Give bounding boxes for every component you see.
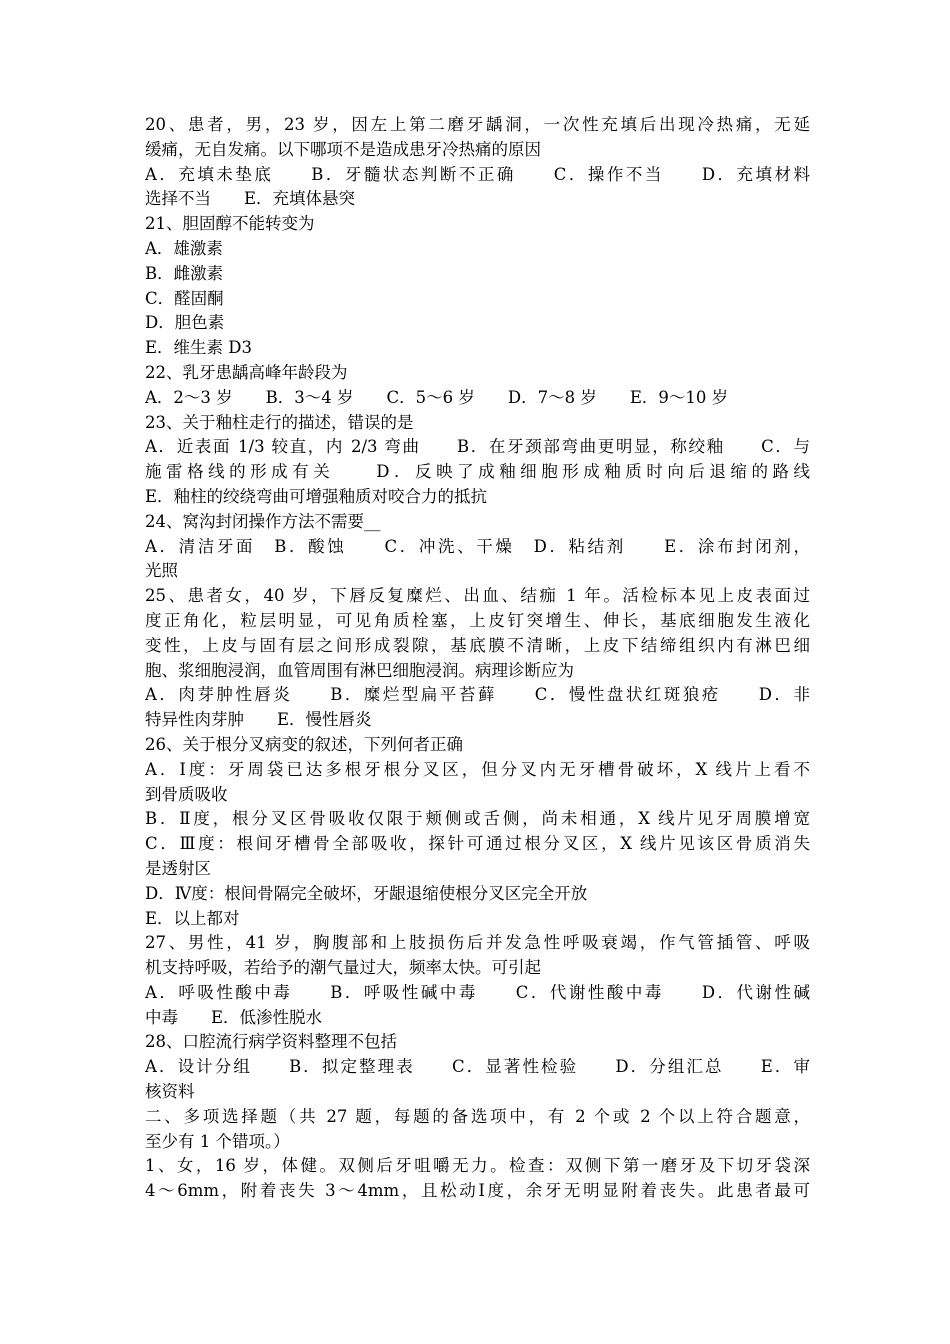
text-line: 25、患者女，40 岁，下唇反复糜烂、出血、结痂 1 年。活检标本见上皮表面过 <box>145 586 810 606</box>
text-line: 4～6mm，附着丧失 3～4mm，且松动Ⅰ度，余牙无明显附着丧失。此患者最可 <box>145 1181 810 1201</box>
text-line: D．Ⅳ度：根间骨隔完全破坏，牙龈退缩使根分叉区完全开放 <box>145 883 588 903</box>
text-line: A．2～3 岁 B．3～4 岁 C．5～6 岁 D．7～8 岁 E．9～10 岁 <box>145 387 729 407</box>
text-line: A．Ⅰ度：牙周袋已达多根牙根分叉区，但分叉内无牙槽骨破坏，X 线片上看不 <box>145 759 810 779</box>
text-line: B．Ⅱ度，根分叉区骨吸收仅限于颊侧或舌侧，尚未相通，X 线片见牙周膜增宽 <box>145 809 810 829</box>
text-line: 24、窝沟封闭操作方法不需要__ <box>145 511 381 531</box>
text-line: 特异性肉芽肿 E．慢性唇炎 <box>145 710 372 730</box>
text-line: A．充填未垫底 B．牙髓状态判断不正确 C．操作不当 D．充填材料 <box>145 164 810 184</box>
text-line: C．Ⅲ度：根间牙槽骨全部吸收，探针可通过根分叉区，X 线片见该区骨质消失 <box>145 834 810 854</box>
text-line: 28、口腔流行病学资料整理不包括 <box>145 1032 397 1052</box>
text-line: 23、关于釉柱走行的描述，错误的是 <box>145 412 414 432</box>
text-line: 26、关于根分叉病变的叙述，下列何者正确 <box>145 734 463 754</box>
text-line: A．清洁牙面 B．酸蚀 C．冲洗、干燥 D．粘结剂 E．涂布封闭剂， <box>145 536 810 556</box>
text-line: 选择不当 E．充填体悬突 <box>145 189 356 209</box>
text-line: 21、胆固醇不能转变为 <box>145 214 315 234</box>
text-line: 是透射区 <box>145 858 211 878</box>
text-line: 度正角化，粒层明显，可见角质栓塞，上皮钉突增生、伸长，基底细胞发生液化 <box>145 610 810 630</box>
text-line: 至少有 1 个错项。） <box>145 1131 290 1151</box>
document-page <box>145 113 810 1204</box>
text-line: 机支持呼吸，若给予的潮气量过大，频率太快。可引起 <box>145 958 541 978</box>
text-line: A．呼吸性酸中毒 B．呼吸性碱中毒 C．代谢性酸中毒 D．代谢性碱 <box>145 982 810 1002</box>
text-line: 20、患者，男，23 岁，因左上第二磨牙龋洞，一次性充填后出现冷热痛，无延 <box>145 115 810 134</box>
text-line: B．雌激素 <box>145 263 224 283</box>
text-line: 胞、浆细胞浸润，血管周围有淋巴细胞浸润。病理诊断应为 <box>145 660 574 680</box>
text-line: 缓痛，无自发痛。以下哪项不是造成患牙冷热痛的原因 <box>145 139 541 159</box>
text-line: A．肉芽肿性唇炎 B．糜烂型扁平苔藓 C．慢性盘状红斑狼疮 D．非 <box>145 685 810 705</box>
text-line: E．维生素 D3 <box>145 338 253 358</box>
text-line: 变性，上皮与固有层之间形成裂隙，基底膜不清晰，上皮下结缔组织内有淋巴细 <box>145 635 810 655</box>
text-line: 中毒 E．低渗性脱水 <box>145 1007 323 1027</box>
text-line: D．胆色素 <box>145 313 225 333</box>
text-line: 到骨质吸收 <box>145 784 228 804</box>
text-line: 施雷格线的形成有关 D．反映了成釉细胞形成釉质时向后退缩的路线 <box>145 462 810 482</box>
text-line: 核资料 <box>145 1082 195 1102</box>
text-line: E．以上都对 <box>145 908 240 928</box>
text-line: 22、乳牙患龋高峰年龄段为 <box>145 362 348 382</box>
text-line: 二、多项选择题（共 27 题，每题的备选项中，有 2 个或 2 个以上符合题意， <box>145 1106 810 1126</box>
text-line: 27、男性，41 岁，胸腹部和上肢损伤后并发急性呼吸衰竭，作气管插管、呼吸 <box>145 933 810 953</box>
text-line: A．雄激素 <box>145 238 223 258</box>
text-line: E．釉柱的绞绕弯曲可增强釉质对咬合力的抵抗 <box>145 486 488 506</box>
text-line: 1、女，16 岁，体健。双侧后牙咀嚼无力。检查：双侧下第一磨牙及下切牙袋深 <box>145 1156 810 1176</box>
text-line: A．设计分组 B．拟定整理表 C．显著性检验 D．分组汇总 E．审 <box>145 1057 810 1077</box>
text-line: A．近表面 1/3 较直，内 2/3 弯曲 B．在牙颈部弯曲更明显，称绞釉 C．与 <box>145 437 810 457</box>
text-line: C．醛固酮 <box>145 288 224 308</box>
text-line: 光照 <box>145 561 178 581</box>
